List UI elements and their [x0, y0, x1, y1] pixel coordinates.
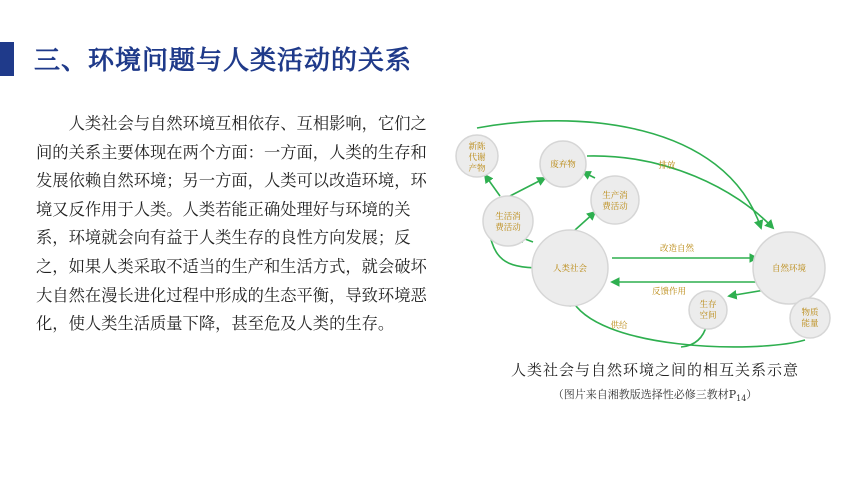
page-title: 三、环境问题与人类活动的关系 [34, 46, 413, 76]
node-space-label-2: 空间 [699, 311, 717, 321]
arrow-society-to-production [575, 212, 595, 230]
node-nature-label: 自然环境 [771, 264, 807, 274]
relationship-diagram [455, 118, 855, 350]
arrow-living-to-metabolite [485, 175, 500, 196]
source-page-sub: 14 [736, 394, 747, 404]
node-living-label-2: 费活动 [495, 223, 521, 233]
node-material-label-2: 能量 [801, 319, 819, 329]
node-production-label-1: 生产消 [602, 191, 628, 201]
label-transform: 改造自然 [659, 244, 695, 254]
source-prefix: （图片来自湘教版选择性必修三教材P [552, 388, 737, 401]
source-suffix: ） [746, 388, 758, 401]
label-supply: 供给 [610, 321, 628, 331]
node-space-label-1: 生存 [699, 300, 717, 310]
arrow-supply [571, 298, 805, 347]
label-discharge: 排放 [658, 161, 676, 171]
node-living-label-1: 生活消 [495, 212, 521, 222]
diagram-caption: 人类社会与自然环境之间的相互关系示意 [510, 361, 799, 379]
node-waste-label: 废弃物 [550, 160, 576, 170]
node-metabolite-label-3: 产物 [468, 164, 486, 174]
label-feedback: 反馈作用 [651, 287, 687, 297]
node-material-label-1: 物质 [801, 308, 819, 318]
body-paragraph: 人类社会与自然环境互相依存、互相影响，它们之间的关系主要体现在两个方面：一方面，人类的生存和发展依赖自然环境；另一方面，人类可以改造环境，环境又反作用于人类。人类若能正确处理好与环境的关系，环境就会向有益于人类生存的良性方向发展；反之，如果人类采取不适当的生产和生活方式，就会破坏大自然在漫长进化过程中形成的生态平衡，导致环境恶化，使人类生活质量下降，甚至危及人类的生存。 [36, 114, 427, 334]
source-note [455, 386, 855, 403]
node-society-label: 人类社会 [552, 264, 588, 274]
node-space [689, 291, 727, 329]
arrow-living-to-waste [510, 178, 545, 196]
node-material [790, 298, 830, 338]
node-metabolite-label-2: 代谢 [468, 153, 486, 163]
title-accent-bar [0, 42, 14, 76]
node-metabolite-label-1: 新陈 [468, 142, 486, 152]
node-production-label-2: 费活动 [602, 202, 628, 212]
